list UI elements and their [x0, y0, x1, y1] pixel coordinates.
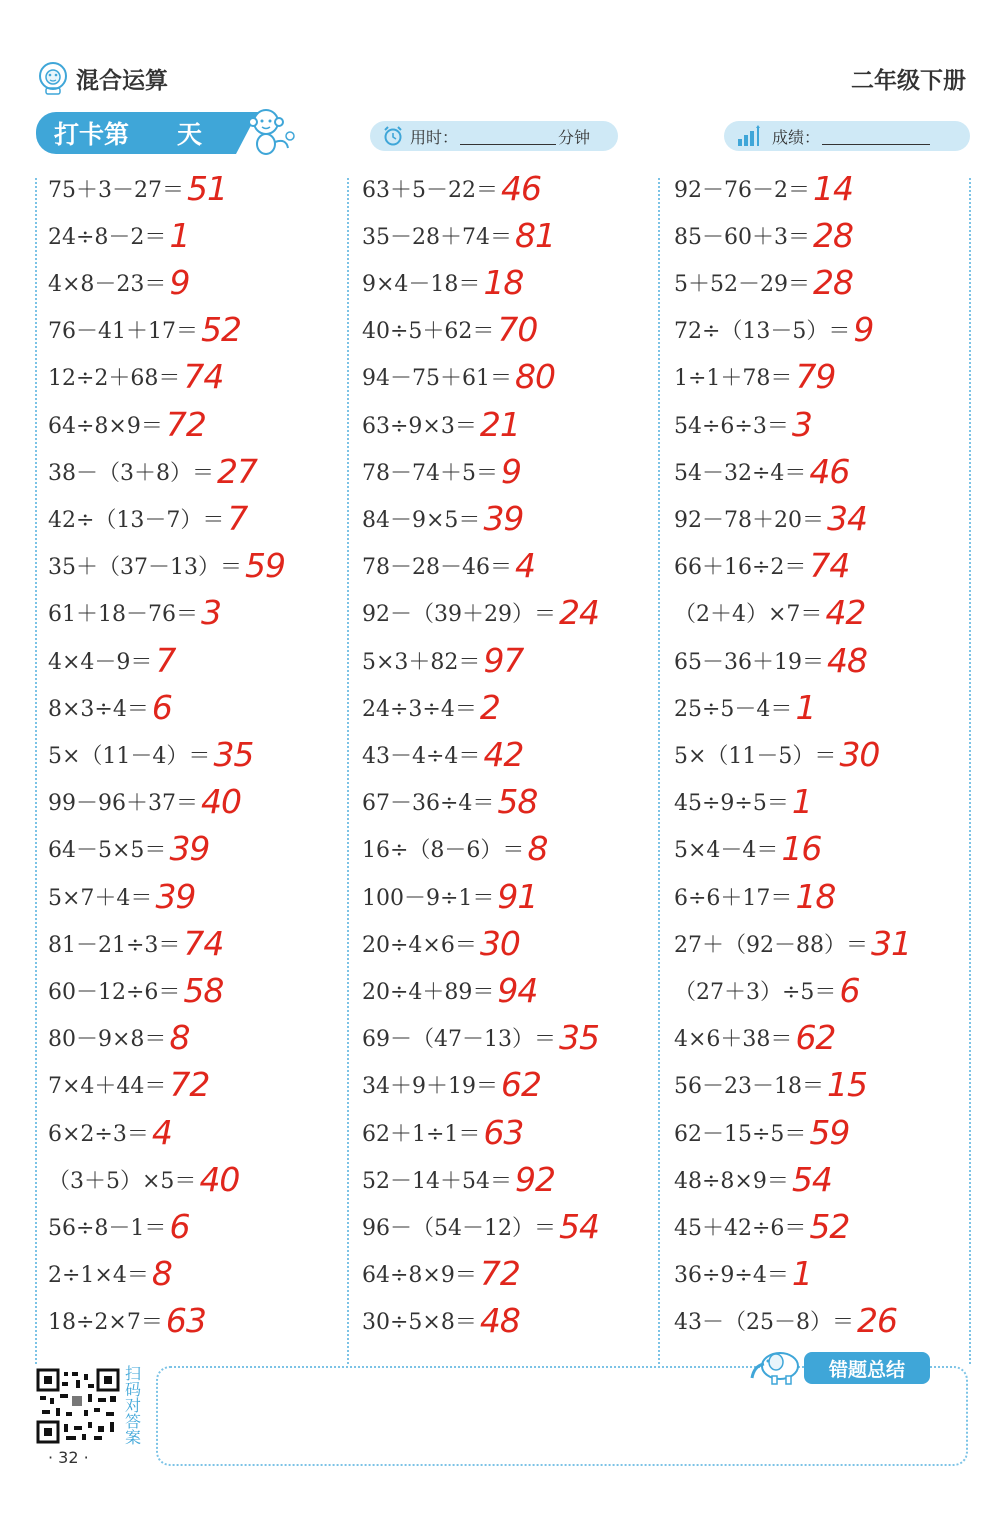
mistake-summary-tag: 错题总结 [804, 1352, 930, 1384]
handwritten-answer[interactable]: 1 [795, 687, 816, 727]
handwritten-answer[interactable]: 59 [244, 546, 285, 586]
problem-expression: 16÷（8－6）＝ [362, 838, 525, 864]
problem-expression: 30÷5×8＝ [362, 1310, 477, 1336]
handwritten-answer[interactable]: 54 [558, 1206, 599, 1246]
handwritten-answer[interactable]: 3 [791, 404, 812, 444]
qr-code[interactable] [36, 1368, 120, 1444]
handwritten-answer[interactable]: 26 [857, 1301, 897, 1341]
problem-expression: 5×（11－4）＝ [48, 743, 211, 769]
problem-row [362, 546, 535, 586]
problem-row [362, 404, 520, 444]
problem-expression: 1÷1＋78＝ [674, 366, 793, 392]
problem-row [362, 1301, 520, 1341]
problem-row [362, 1254, 520, 1294]
handwritten-answer[interactable]: 42 [825, 593, 866, 633]
score-input-line[interactable] [822, 128, 930, 145]
problem-row [48, 734, 253, 774]
problem-row [362, 782, 537, 822]
problem-expression: 56－23－18＝ [674, 1074, 824, 1100]
handwritten-answer[interactable]: 3 [200, 593, 221, 633]
problem-expression: 5×3＋82＝ [362, 649, 481, 675]
handwritten-answer[interactable]: 35 [558, 1018, 599, 1058]
problem-expression: 63÷9×3＝ [362, 413, 477, 439]
lion-icon [36, 61, 70, 95]
handwritten-answer[interactable]: 74 [183, 923, 224, 963]
problem-expression: 7×4＋44＝ [48, 1074, 167, 1100]
problem-row [362, 498, 523, 538]
problem-row [674, 310, 873, 350]
problem-expression: 54－32÷4＝ [674, 460, 807, 486]
problem-row [674, 215, 853, 255]
handwritten-answer[interactable]: 63 [165, 1301, 206, 1341]
page-title: 混合运算 [76, 67, 168, 94]
handwritten-answer[interactable]: 94 [497, 970, 538, 1010]
handwritten-answer[interactable]: 54 [791, 1159, 832, 1199]
problem-expression: 5×4－4＝ [674, 838, 779, 864]
problem-row [674, 1254, 812, 1294]
handwritten-answer[interactable]: 8 [527, 829, 548, 869]
problem-expression: 61＋18－76＝ [48, 602, 198, 628]
problem-expression: 92－78＋20＝ [674, 507, 824, 533]
problem-row [48, 451, 257, 491]
problem-row [48, 640, 175, 680]
problem-row [362, 451, 521, 491]
problem-row [674, 970, 859, 1010]
problem-row [48, 876, 195, 916]
problem-row [674, 262, 853, 302]
problem-expression: 43－（25－8）＝ [674, 1310, 854, 1336]
problem-expression: 42÷（13－7）＝ [48, 507, 225, 533]
problem-expression: 5×（11－5）＝ [674, 743, 837, 769]
handwritten-answer[interactable]: 7 [155, 640, 176, 680]
handwritten-answer[interactable]: 62 [795, 1018, 836, 1058]
problem-expression: 4×8－23＝ [48, 271, 167, 297]
bar-chart-icon [736, 125, 762, 147]
problem-row [674, 404, 812, 444]
handwritten-answer[interactable]: 52 [200, 310, 241, 350]
problem-expression: 64－5×5＝ [48, 838, 167, 864]
problem-row [362, 1018, 599, 1058]
problem-expression: 64÷8×9＝ [362, 1263, 477, 1289]
problem-expression: 5×7＋4＝ [48, 885, 153, 911]
problem-expression: 20÷4＋89＝ [362, 979, 495, 1005]
problem-expression: 80－9×8＝ [48, 1027, 167, 1053]
problem-row [48, 1159, 239, 1199]
problem-row [48, 262, 189, 302]
score-label: 成绩： [772, 127, 821, 147]
problem-row [48, 1018, 189, 1058]
handwritten-answer[interactable]: 9 [501, 451, 521, 491]
handwritten-answer[interactable]: 34 [826, 498, 867, 538]
handwritten-answer[interactable]: 28 [813, 215, 853, 255]
handwritten-answer[interactable]: 9 [853, 310, 874, 350]
problem-expression: 65－36＋19＝ [674, 649, 824, 675]
problem-expression: 38－（3＋8）＝ [48, 460, 214, 486]
problem-expression: 85－60＋3＝ [674, 224, 810, 250]
problem-row [362, 970, 537, 1010]
handwritten-answer[interactable]: 62 [501, 1065, 541, 1105]
handwritten-answer[interactable]: 97 [483, 640, 524, 680]
problem-row [674, 923, 911, 963]
elephant-icon [746, 1346, 806, 1386]
problem-row [674, 876, 835, 916]
problem-expression: 8×3÷4＝ [48, 696, 149, 722]
problem-row [362, 593, 599, 633]
column-divider-1 [347, 178, 349, 1364]
handwritten-answer[interactable]: 6 [151, 687, 172, 727]
handwritten-answer[interactable]: 35 [213, 734, 254, 774]
problem-expression: 6×2÷3＝ [48, 1121, 149, 1147]
problem-row [674, 168, 853, 208]
handwritten-answer[interactable]: 1 [791, 782, 812, 822]
handwritten-answer[interactable]: 92 [514, 1159, 555, 1199]
handwritten-answer[interactable]: 48 [826, 640, 867, 680]
problem-expression: 18÷2×7＝ [48, 1310, 163, 1336]
problem-row [674, 734, 879, 774]
handwritten-answer[interactable]: 46 [501, 168, 541, 208]
problem-row [674, 546, 849, 586]
handwritten-answer[interactable]: 46 [809, 451, 850, 491]
handwritten-answer[interactable]: 1 [791, 1254, 812, 1294]
problem-row [362, 1206, 599, 1246]
time-input-line[interactable] [460, 128, 556, 145]
problem-row [674, 1112, 849, 1152]
problem-expression: 60－12÷6＝ [48, 979, 181, 1005]
handwritten-answer[interactable]: 21 [479, 404, 520, 444]
problem-expression: 96－（54－12）＝ [362, 1215, 556, 1241]
handwritten-answer[interactable]: 31 [870, 923, 911, 963]
problem-row [48, 829, 209, 869]
punch-card-banner [36, 112, 236, 154]
problem-expression: 4×6＋38＝ [674, 1027, 793, 1053]
score-pill [724, 121, 970, 151]
handwritten-answer[interactable]: 6 [169, 1206, 190, 1246]
problem-row [362, 829, 547, 869]
problem-expression: 48÷8×9＝ [674, 1168, 789, 1194]
problem-expression: 100－9÷1＝ [362, 885, 495, 911]
problem-row [48, 687, 172, 727]
problem-row [362, 357, 555, 397]
problem-expression: 84－9×5＝ [362, 507, 481, 533]
time-label: 用时： [410, 127, 459, 147]
problem-row [362, 876, 537, 916]
problem-expression: （3＋5）×5＝ [48, 1168, 197, 1194]
problem-expression: 92－76－2＝ [674, 177, 810, 203]
handwritten-answer[interactable]: 63 [483, 1112, 524, 1152]
problem-row [48, 498, 247, 538]
handwritten-answer[interactable]: 7 [227, 498, 248, 538]
handwritten-answer[interactable]: 8 [169, 1018, 190, 1058]
problem-row [362, 923, 520, 963]
problem-expression: 72÷（13－5）＝ [674, 319, 851, 345]
problem-expression: 25÷5－4＝ [674, 696, 793, 722]
problem-expression: 54÷6÷3＝ [674, 413, 789, 439]
problem-expression: 81－21÷3＝ [48, 932, 181, 958]
handwritten-answer[interactable]: 80 [514, 357, 555, 397]
problem-expression: 43－4÷4＝ [362, 743, 481, 769]
problem-expression: 45＋42÷6＝ [674, 1215, 807, 1241]
problem-expression: 78－28－46＝ [362, 555, 512, 581]
problem-expression: 62＋1÷1＝ [362, 1121, 481, 1147]
problem-expression: 52－14＋54＝ [362, 1168, 512, 1194]
problem-expression: 66＋16÷2＝ [674, 555, 807, 581]
handwritten-answer[interactable]: 30 [479, 923, 520, 963]
problem-expression: 94－75＋61＝ [362, 366, 512, 392]
problem-row [674, 782, 812, 822]
handwritten-answer[interactable]: 2 [479, 687, 500, 727]
problem-expression: 24÷8－2＝ [48, 224, 167, 250]
handwritten-answer[interactable]: 79 [795, 357, 836, 397]
handwritten-answer[interactable]: 28 [813, 262, 853, 302]
problem-expression: 92－（39＋29）＝ [362, 602, 556, 628]
problem-row [362, 1159, 555, 1199]
problem-expression: 20÷4×6＝ [362, 932, 477, 958]
problem-row [48, 215, 189, 255]
problem-expression: （2＋4）×7＝ [674, 602, 823, 628]
qr-code-image [36, 1368, 120, 1444]
problem-row [674, 640, 867, 680]
problem-expression: 24÷3÷4＝ [362, 696, 477, 722]
problem-row [674, 593, 865, 633]
problem-row [674, 498, 867, 538]
handwritten-answer[interactable]: 52 [809, 1206, 850, 1246]
time-pill [370, 121, 618, 151]
scan-for-answers-label: 扫码对答案 [125, 1364, 142, 1447]
problem-expression: 99－96＋37＝ [48, 791, 198, 817]
problem-expression: 56÷8－1＝ [48, 1215, 167, 1241]
problem-row [362, 1065, 541, 1105]
handwritten-answer[interactable]: 74 [809, 546, 850, 586]
handwritten-answer[interactable]: 58 [497, 782, 538, 822]
handwritten-answer[interactable]: 48 [479, 1301, 520, 1341]
problem-expression: 34＋9＋19＝ [362, 1074, 498, 1100]
problem-row [674, 1159, 832, 1199]
problem-row [48, 168, 227, 208]
problem-row [48, 1112, 172, 1152]
page-number: · 32 · [48, 1448, 89, 1467]
problem-expression: 35－28＋74＝ [362, 224, 512, 250]
monkey-icon [242, 104, 298, 160]
problem-expression: 63＋5－22＝ [362, 177, 498, 203]
punch-label-right: 天 [177, 120, 203, 149]
problem-row [362, 215, 555, 255]
handwritten-answer[interactable]: 91 [497, 876, 538, 916]
handwritten-answer[interactable]: 72 [169, 1065, 210, 1105]
handwritten-answer[interactable]: 18 [795, 876, 836, 916]
problem-row [674, 687, 815, 727]
problem-row [362, 262, 523, 302]
alarm-clock-icon [382, 125, 404, 147]
problem-expression: 2÷1×4＝ [48, 1263, 149, 1289]
problem-expression: 12÷2＋68＝ [48, 366, 181, 392]
problem-expression: 4×4－9＝ [48, 649, 153, 675]
handwritten-answer[interactable]: 40 [199, 1159, 240, 1199]
problem-row [362, 734, 523, 774]
problem-row [362, 310, 537, 350]
problem-row [674, 1301, 897, 1341]
problem-expression: 62－15÷5＝ [674, 1121, 807, 1147]
handwritten-answer[interactable]: 42 [483, 734, 524, 774]
problem-expression: 67－36÷4＝ [362, 791, 495, 817]
problem-row [674, 451, 849, 491]
grade-label: 二年级下册 [851, 68, 966, 94]
page-header [36, 58, 168, 98]
handwritten-answer[interactable]: 14 [813, 168, 853, 208]
handwritten-answer[interactable]: 51 [187, 168, 227, 208]
handwritten-answer[interactable]: 9 [169, 262, 190, 302]
problem-row [48, 782, 241, 822]
problem-row [362, 640, 523, 680]
handwritten-answer[interactable]: 18 [483, 262, 524, 302]
problem-row [674, 1206, 849, 1246]
problem-row [48, 1254, 172, 1294]
column-border-right [969, 178, 971, 1364]
problem-row [48, 404, 206, 444]
problem-expression: 78－74＋5＝ [362, 460, 498, 486]
handwritten-answer[interactable]: 58 [183, 970, 224, 1010]
problem-expression: 5＋52－29＝ [674, 271, 810, 297]
column-divider-2 [658, 178, 660, 1364]
problem-row [362, 687, 500, 727]
problem-row [362, 168, 541, 208]
problem-expression: 69－（47－13）＝ [362, 1027, 556, 1053]
problem-expression: 76－41＋17＝ [48, 319, 198, 345]
problem-expression: 45÷9÷5＝ [674, 791, 789, 817]
problem-expression: 40÷5＋62＝ [362, 319, 495, 345]
problem-expression: 75＋3－27＝ [48, 177, 184, 203]
problem-row [674, 357, 835, 397]
handwritten-answer[interactable]: 4 [514, 546, 535, 586]
handwritten-answer[interactable]: 24 [558, 593, 599, 633]
problem-row [48, 970, 223, 1010]
problem-expression: （27＋3）÷5＝ [674, 979, 837, 1005]
problem-row [48, 1206, 189, 1246]
handwritten-answer[interactable]: 70 [497, 310, 538, 350]
handwritten-answer[interactable]: 74 [183, 357, 224, 397]
handwritten-answer[interactable]: 4 [151, 1112, 172, 1152]
handwritten-answer[interactable]: 72 [165, 404, 206, 444]
handwritten-answer[interactable]: 30 [839, 734, 880, 774]
handwritten-answer[interactable]: 72 [479, 1254, 520, 1294]
handwritten-answer[interactable]: 39 [169, 829, 210, 869]
problem-row [48, 310, 241, 350]
column-border-left [35, 178, 37, 1364]
handwritten-answer[interactable]: 27 [217, 451, 257, 491]
handwritten-answer[interactable]: 40 [200, 782, 241, 822]
problem-row [674, 829, 821, 869]
punch-label-left: 打卡第 [54, 120, 130, 149]
handwritten-answer[interactable]: 39 [483, 498, 524, 538]
problem-expression: 6÷6＋17＝ [674, 885, 793, 911]
handwritten-answer[interactable]: 8 [151, 1254, 172, 1294]
problem-row [48, 593, 221, 633]
handwritten-answer[interactable]: 6 [839, 970, 860, 1010]
handwritten-answer[interactable]: 16 [781, 829, 822, 869]
problem-row [48, 357, 223, 397]
problem-row [48, 923, 223, 963]
problem-row [48, 1301, 206, 1341]
handwritten-answer[interactable]: 15 [826, 1065, 867, 1105]
handwritten-answer[interactable]: 59 [809, 1112, 850, 1152]
problem-row [48, 1065, 209, 1105]
problem-row [48, 546, 285, 586]
problem-row [674, 1018, 835, 1058]
problem-row [674, 1065, 867, 1105]
problem-expression: 36÷9÷4＝ [674, 1263, 789, 1289]
problem-expression: 35＋（37－13）＝ [48, 555, 242, 581]
handwritten-answer[interactable]: 81 [514, 215, 555, 255]
problem-expression: 27＋（92－88）＝ [674, 932, 868, 958]
time-unit: 分钟 [558, 127, 591, 147]
problem-expression: 64÷8×9＝ [48, 413, 163, 439]
handwritten-answer[interactable]: 39 [155, 876, 196, 916]
problem-row [362, 1112, 523, 1152]
problem-expression: 9×4－18＝ [362, 271, 481, 297]
handwritten-answer[interactable]: 1 [169, 215, 190, 255]
